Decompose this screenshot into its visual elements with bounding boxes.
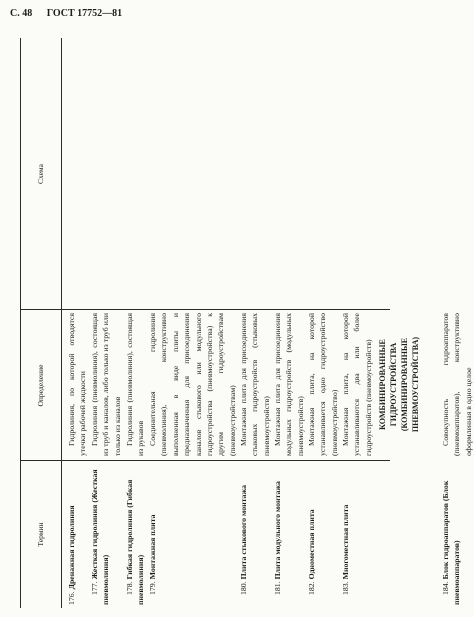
page-number: С. 48	[10, 8, 33, 19]
column-divider-definition	[20, 309, 390, 310]
table-row-definition: Монтажная плита, на которой устанавливаются два или более гидроустройств (пневмоустройств)	[341, 313, 373, 456]
terms-table	[20, 38, 473, 608]
table-row-definition: Соединительная гидролиния (пневмолиния), конструктивно выполненная в виде плиты и предназначенная для присоединения каналов стыкового или модульного гидроустройства (пневмоустройства) к другим гидроустройствам (пневмоустройствам)	[148, 313, 237, 456]
table-row-term: 178. Гибкая гидролиния (Гибкая пневмолиния)	[125, 479, 146, 605]
table-row-term: 181. Плита модульного монтажа	[273, 481, 282, 595]
column-header-schema: Схема	[36, 164, 45, 184]
column-divider-term	[20, 460, 390, 461]
table-row-definition: Монтажная плита для присоединения стыковых гидроустройств (стыковых пневмоустройств)	[239, 313, 271, 456]
table-row-definition: Совокупность гидроаппаратов (пневмоаппаратов), конструктивно оформленная в одно целое	[441, 313, 473, 456]
table-row-definition: Гидролиния (пневмолиния), состоящая из труб и каналов, либо только из труб или только из каналов	[90, 313, 122, 456]
standard-number: ГОСТ 17752—81	[46, 8, 123, 19]
table-row-definition: Гидролиния (пневмолиния), состоящая из рукавов	[125, 313, 146, 456]
table-row-definition: Монтажная плита для присоединения модульных гидроустройств (модульных пневмоустройств)	[273, 313, 305, 456]
table-row-term: 176. Дренажная гидролиния	[67, 505, 76, 605]
table-row-term: 183. Многоместная плита	[341, 504, 350, 595]
table-row-definition: Гидролиния, по которой отводятся утечки рабочей жидкости	[67, 313, 88, 456]
page-header	[10, 8, 122, 19]
table-border-top	[20, 38, 21, 608]
table-row-term: 182. Одноместная плита	[307, 509, 316, 595]
table-row-term: 179. Монтажная плита	[148, 514, 157, 595]
table-row-definition: Монтажная плита, на которой устанавливается одно гидроустройство (пневмоустройство)	[307, 313, 339, 456]
table-row-term: 180. Плита стыкового монтажа	[239, 484, 248, 595]
header-separator	[61, 38, 62, 608]
column-header-term: Термин	[36, 522, 45, 547]
column-header-definition: Определение	[36, 364, 45, 407]
table-row-term: 177. Жесткая гидролиния (Жесткая пневмолиния)	[90, 469, 111, 605]
section-title: КОМБИНИРОВАННЫЕ ГИДРОУСТРОЙСТВА (КОМБИНИРОВАННЫЕ ПНЕВМОУСТРОЙСТВА)	[378, 336, 420, 433]
table-row-term: 184. Блок гидроаппаратов (Блок пневмоаппаратов)	[441, 480, 462, 605]
